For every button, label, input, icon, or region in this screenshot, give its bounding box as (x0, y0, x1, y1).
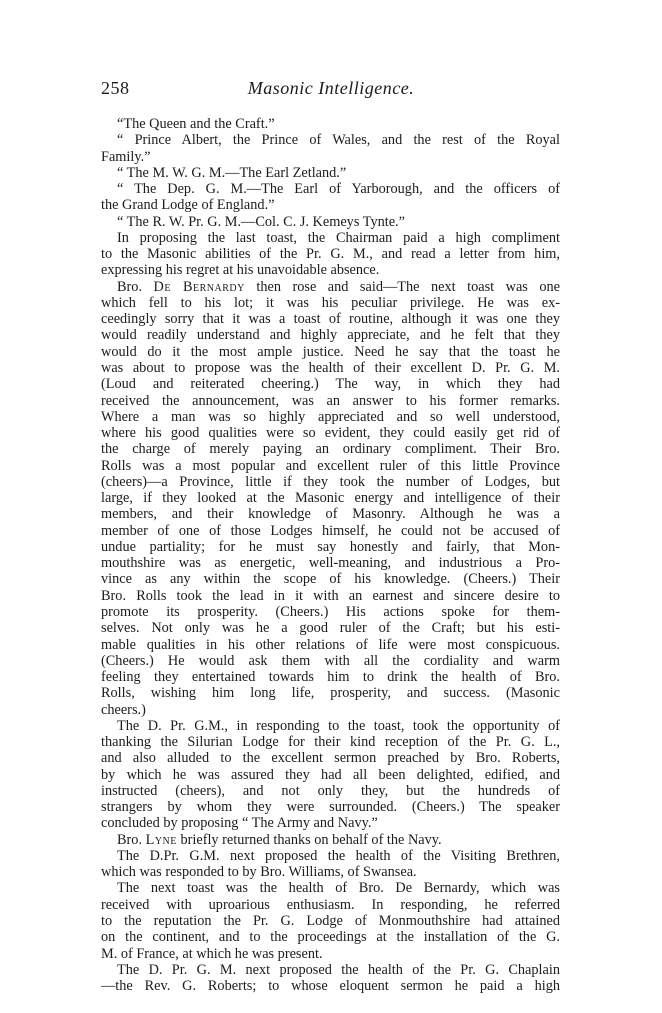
line-text-continued: then rose and said—The next toast was one (244, 278, 560, 295)
text-line (101, 393, 560, 409)
line-text: The D.Pr. G.M. next proposed the health of the Visiting Brethren, (117, 847, 560, 864)
text-line (101, 458, 560, 474)
line-text: The D. Pr. G. M. next proposed the health of the Pr. G. Chaplain (117, 961, 560, 978)
text-line (101, 490, 560, 506)
line-text: member of one of those Lodges himself, he could not be accused of (101, 522, 560, 539)
text-line (101, 783, 560, 799)
text-line (101, 588, 560, 604)
line-text: expressing his regret at his unavoidable absence. (101, 262, 380, 279)
text-line (101, 327, 560, 343)
line-text: “ Prince Albert, the Prince of Wales, and the rest of the Royal (117, 132, 560, 149)
line-text: was about to propose was the health of their excellent D. Pr. G. M. (101, 359, 560, 376)
speaker-name: De Bernardy (153, 278, 245, 295)
line-text: “The Queen and the Craft.” (117, 116, 275, 132)
text-line (101, 279, 560, 295)
text-line (101, 197, 560, 213)
text-line (101, 149, 560, 165)
line-text: the charge of merely paying an ordinary compliment. Their Bro. (101, 441, 560, 458)
text-line (101, 262, 560, 278)
line-text: thanking the Silurian Lodge for their kind reception of the Pr. G. L., (101, 734, 560, 751)
text-line (101, 637, 560, 653)
text-line (101, 880, 560, 896)
line-text: and also alluded to the excellent sermon preached by Bro. Roberts, (101, 750, 560, 767)
line-text: to the Masonic abilities of the Pr. G. M., and read a letter from him, (101, 246, 560, 263)
text-line (101, 946, 560, 962)
text-line (101, 815, 560, 831)
line-text: where his good qualities were so evident, they could easily get rid of (101, 425, 560, 442)
text-line (101, 311, 560, 327)
text-line (101, 165, 560, 181)
line-text: The D. Pr. G.M., in responding to the toast, took the opportunity of (117, 717, 560, 734)
line-text: undue partiality; for he must say honestly and fairly, that Mon- (101, 538, 560, 555)
line-text: “ The Dep. G. M.—The Earl of Yarborough, and the officers of (117, 181, 560, 198)
text-line (101, 978, 560, 994)
line-text-continued: briefly returned thanks on behalf of the Navy. (176, 831, 442, 848)
text-line (101, 506, 560, 522)
text-line (101, 230, 560, 246)
line-text: received with uproarious enthusiasm. In responding, he referred (101, 896, 560, 913)
text-line (101, 620, 560, 636)
text-line (101, 702, 560, 718)
text-line (101, 295, 560, 311)
line-text: by which he was assured they had all been delighted, edified, and (101, 766, 560, 783)
text-line (101, 246, 560, 262)
line-text: concluded by proposing “ The Army and Navy.” (101, 815, 378, 832)
text-line (101, 132, 560, 148)
body-text (101, 116, 560, 994)
line-text: the Grand Lodge of England.” (101, 197, 275, 214)
text-line (101, 181, 560, 197)
line-text: Rolls, wishing him long life, prosperity, and success. (Masonic (101, 685, 560, 702)
line-text: large, if they looked at the Masonic energy and intelligence of their (101, 490, 560, 507)
line-text: (Cheers.) He would ask them with all the cordiality and warm (101, 652, 560, 669)
line-text: feeling they entertained towards him to drink the health of Bro. (101, 669, 560, 686)
line-text: vince as any within the scope of his knowledge. (Cheers.) Their (101, 571, 560, 588)
line-text: strangers by whom they were surrounded. (Cheers.) The speaker (101, 799, 560, 816)
text-line (101, 539, 560, 555)
text-line (101, 409, 560, 425)
text-line (101, 669, 560, 685)
text-line (101, 767, 560, 783)
text-line (101, 474, 560, 490)
line-text: promote its prosperity. (Cheers.) His actions spoke for them- (101, 603, 560, 620)
text-line (101, 832, 560, 848)
line-text: (Loud and reiterated cheering.) The way, in which they had (101, 376, 560, 393)
text-line (101, 864, 560, 880)
page-number: 258 (101, 78, 130, 98)
line-text: Bro. (117, 831, 146, 848)
line-text: selves. Not only was he a good ruler of the Craft; but his esti- (101, 620, 560, 637)
line-text: In proposing the last toast, the Chairman paid a high compliment (117, 229, 560, 246)
text-line (101, 685, 560, 701)
text-line (101, 214, 560, 230)
text-line (101, 604, 560, 620)
text-line (101, 718, 560, 734)
text-line (101, 425, 560, 441)
running-head (101, 78, 561, 100)
line-text: would readily understand and highly appreciate, and he felt that they (101, 327, 560, 344)
text-line (101, 734, 560, 750)
text-line (101, 897, 560, 913)
text-line (101, 360, 560, 376)
line-text: to the reputation the Pr. G. Lodge of Monmouthshire had attained (101, 913, 560, 930)
line-text: “ The R. W. Pr. G. M.—Col. C. J. Kemeys Tynte.” (117, 213, 405, 230)
line-text: —the Rev. G. Roberts; to whose eloquent sermon he paid a high (101, 978, 560, 995)
text-line (101, 929, 560, 945)
running-title: Masonic Intelligence. (247, 78, 415, 98)
line-text: Family.” (101, 148, 151, 165)
line-text: The next toast was the health of Bro. De Bernardy, which was (117, 880, 560, 897)
line-text: Rolls was a most popular and excellent ruler of this little Province (101, 457, 560, 474)
line-text: which was responded to by Bro. Williams, of Swansea. (101, 864, 417, 881)
line-text: (cheers)—a Province, little if they took the number of Lodges, but (101, 473, 560, 490)
text-line (101, 799, 560, 815)
text-line (101, 962, 560, 978)
speaker-name: Lyne (145, 831, 177, 848)
text-line (101, 523, 560, 539)
line-text: received the announcement, was an answer to his former remarks. (101, 392, 560, 409)
line-text: cheers.) (101, 701, 146, 718)
line-text: would do it the most ample justice. Need he say that the toast he (101, 343, 560, 360)
text-line (101, 848, 560, 864)
text-line (101, 376, 560, 392)
line-text: on the continent, and to the proceedings at the installation of the G. (101, 929, 560, 946)
text-line (101, 555, 560, 571)
line-text: Bro. (117, 278, 154, 295)
line-text: mouthshire was as energetic, well-meaning, and industrious a Pro- (101, 555, 560, 572)
line-text: instructed (cheers), and not only they, but the hundreds of (101, 782, 560, 799)
line-text: “ The M. W. G. M.—The Earl Zetland.” (117, 164, 347, 181)
line-text: ceedingly sorry that it was a toast of routine, although it was one they (101, 311, 560, 328)
line-text: Bro. Rolls took the lead in it with an earnest and sincere desire to (101, 587, 560, 604)
text-line (101, 571, 560, 587)
line-text: mable qualities in his other relations of life were most conspicuous. (101, 636, 560, 653)
text-line (101, 344, 560, 360)
text-line (101, 750, 560, 766)
line-text: members, and their knowledge of Masonry. Although he was a (101, 506, 560, 523)
text-line (101, 653, 560, 669)
text-line (101, 116, 560, 132)
line-text: which fell to his lot; it was his peculiar privilege. He was ex- (101, 294, 560, 311)
line-text: M. of France, at which he was present. (101, 945, 323, 962)
line-text: Where a man was so highly appreciated and so well understood, (101, 408, 560, 425)
text-line (101, 441, 560, 457)
text-line (101, 913, 560, 929)
